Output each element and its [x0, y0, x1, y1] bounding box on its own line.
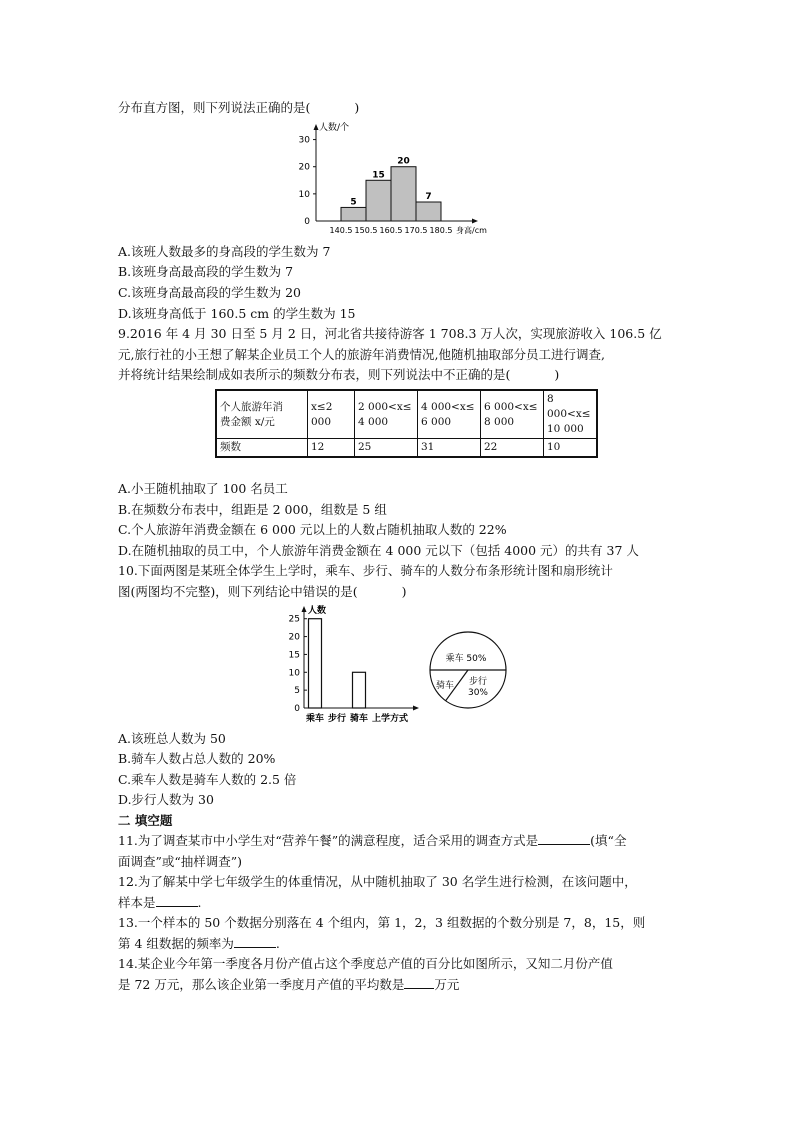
q10-option-b: B.骑车人数占总人数的 20% [118, 751, 276, 766]
q10-option-d: D.步行人数为 30 [118, 792, 214, 807]
q9-option-a: A.小王随机抽取了 100 名员工 [118, 481, 288, 496]
pie-slice-label-ride: 乘车 50% [445, 654, 487, 664]
q9-option-c: C.个人旅游年消费金额在 6 000 元以上的人数占随机抽取人数的 22% [118, 522, 507, 537]
freq-cell: 12 [308, 439, 355, 458]
freq-cell: 10 [544, 439, 598, 458]
y-tick-label: 10 [298, 189, 310, 200]
x-axis-label: 身高/cm [456, 226, 487, 235]
header-label-line-2: 费金额 x/元 [220, 415, 275, 428]
y-tick-label: 15 [288, 650, 300, 661]
bar-value-label: 7 [425, 192, 432, 202]
y-tick-label: 0 [294, 704, 300, 714]
x-tick-label: 160.5 [379, 226, 403, 235]
x-tick-label: 140.5 [329, 226, 353, 235]
q12-line-1: 12.为了解某中学七年级学生的体重情况，从中随机抽取了 30 名学生进行检测，在该问题中， [118, 874, 637, 889]
x-tick-label: 170.5 [404, 226, 428, 235]
histogram-bar [366, 180, 391, 221]
range-cell-text: 4 000<x≤ [421, 400, 475, 413]
x-tick-label: 乘车 [305, 714, 325, 724]
freq-label: 频数 [216, 439, 308, 458]
commute-bar [309, 619, 322, 708]
q13-text: 第 4 组数据的频率为 [118, 936, 234, 951]
q13-line-2 [118, 935, 280, 953]
q9-stem-text: 并将统计结果绘制成如表所示的频数分布表，则下列说法中不正确的是( [118, 367, 511, 382]
y-tick-label: 5 [294, 686, 300, 697]
q8-stem-text: 分布直方图，则下列说法正确的是( [118, 100, 311, 115]
x-tick-label: 180.5 [429, 226, 453, 235]
q12-after-blank: . [197, 895, 202, 910]
histogram-bar [341, 207, 366, 221]
q11-line-1 [118, 832, 626, 850]
q13-after-blank: . [275, 936, 280, 951]
table-row [216, 439, 597, 458]
q8-option-c: C.该班身高最高段的学生数为 20 [118, 285, 301, 300]
q9-stem-line-1: 9.2016 年 4 月 30 日至 5 月 2 日，河北省共接待游客 1 708.3 万人次，实现旅游收入 106.5 亿 [118, 326, 662, 341]
x-tick-label: 150.5 [354, 226, 378, 235]
range-cell [544, 390, 598, 439]
pie-slice-percent-walk: 30% [467, 688, 489, 698]
y-tick-label: 20 [288, 632, 300, 643]
q10-paren-close: ) [401, 584, 407, 599]
q14-line-1: 14.某企业今年第一季度各月份产值占这个季度总产值的百分比如图所示，又知二月份产值 [118, 956, 613, 971]
x-tick-label: 步行 [327, 714, 347, 724]
commute-pie-chart [428, 630, 508, 710]
x-tick-label: 骑车 [349, 714, 369, 724]
q9-option-b: B.在频数分布表中，组距是 2 000，组数是 5 组 [118, 502, 387, 517]
freq-cell: 31 [418, 439, 481, 458]
answer-blank[interactable] [404, 976, 434, 989]
range-cell-text: x≤2 000 [311, 400, 333, 428]
range-cell [355, 390, 418, 439]
commute-bar-chart [282, 600, 422, 728]
q10-stem-text: 图(两图均不完整)，则下列结论中错误的是( [118, 584, 358, 599]
y-axis-label: 人数 [308, 606, 327, 616]
histogram-bar [416, 202, 441, 221]
header-label-line-1: 个人旅游年消 [220, 400, 283, 413]
x-axis-arrow [472, 219, 478, 224]
q11-line-2: 面调查”或“抽样调查”) [118, 854, 243, 869]
table-row [216, 390, 597, 439]
q10-option-c: C.乘车人数是骑车人数的 2.5 倍 [118, 772, 297, 787]
range-cell-text: 10 000 [547, 423, 584, 435]
q13-line-1: 13.一个样本的 50 个数据分别落在 4 个组内，第 1，2，3 组数据的个数分别是 7，8，15，则 [118, 915, 646, 930]
range-cell-text: 8 000 [484, 415, 515, 428]
bar-value-label: 5 [350, 197, 357, 208]
q8-option-b: B.该班身高最高段的学生数为 7 [118, 264, 294, 279]
section-title: 二 填空题 [118, 813, 173, 828]
range-cell-text: 4 000 [358, 415, 389, 428]
q14-after-blank: 万元 [434, 977, 460, 992]
range-cell-text: 6 000 [421, 415, 452, 428]
answer-blank[interactable] [234, 935, 276, 948]
q8-option-d: D.该班身高低于 160.5 cm 的学生数为 15 [118, 306, 356, 321]
height-histogram [296, 116, 486, 236]
q10-stem-line-2 [118, 583, 407, 601]
y-tick-label: 20 [298, 162, 310, 173]
q11-after-blank: (填“全 [590, 833, 627, 848]
frequency-table [215, 389, 598, 458]
y-axis-arrow [314, 124, 319, 130]
q9-paren-close: ) [554, 367, 560, 382]
q10-option-a: A.该班总人数为 50 [118, 731, 226, 746]
range-cell [308, 390, 355, 439]
q12-text: 样本是 [118, 895, 156, 910]
q8-paren-close: ) [354, 100, 360, 115]
q14-text: 是 72 万元，那么该企业第一季度月产值的平均数是 [118, 977, 405, 992]
answer-blank[interactable] [156, 894, 198, 907]
bar-value-label: 20 [397, 156, 410, 167]
table-header-label [216, 390, 308, 439]
x-axis-label: 上学方式 [372, 714, 409, 724]
q12-line-2 [118, 894, 202, 912]
q10-stem-line-1: 10.下面两图是某班全体学生上学时，乘车、步行、骑车的人数分布条形统计图和扇形统计 [118, 563, 613, 578]
range-cell-text: 6 000<x≤ [484, 400, 538, 413]
x-axis-arrow [413, 706, 419, 711]
pie-slice-label-walk: 步行 [468, 677, 488, 687]
freq-cell: 22 [481, 439, 544, 458]
y-tick-label: 30 [298, 135, 310, 146]
q8-stem [118, 99, 359, 117]
range-cell [418, 390, 481, 439]
y-axis-arrow [302, 606, 307, 612]
q9-option-d: D.在随机抽取的员工中，个人旅游年消费金额在 4 000 元以下（包括 4000 元）的共有 37 人 [118, 543, 639, 558]
range-cell-text: 2 000<x≤ [358, 400, 412, 413]
freq-cell: 25 [355, 439, 418, 458]
histogram-bar [391, 167, 416, 221]
q11-text: 11.为了调查某市中小学生对“营养午餐”的满意程度，适合采用的调查方式是 [118, 833, 539, 848]
q9-stem-line-3 [118, 366, 559, 384]
q8-option-a: A.该班人数最多的身高段的学生数为 7 [118, 244, 331, 259]
answer-blank[interactable] [538, 832, 590, 845]
y-tick-label: 25 [288, 614, 300, 625]
q14-line-2 [118, 976, 459, 994]
pie-slice-label-bike: 骑车 [435, 681, 455, 691]
q9-stem-line-2: 元,旅行社的小王想了解某企业员工个人的旅游年消费情况,他随机抽取部分员工进行调查, [118, 347, 605, 362]
y-tick-label: 10 [288, 668, 300, 679]
range-cell-text: 8 000<x≤ [547, 393, 591, 420]
range-cell [481, 390, 544, 439]
commute-bar [353, 672, 366, 708]
bar-value-label: 15 [372, 170, 385, 181]
y-axis-label: 人数/个 [319, 123, 350, 133]
y-tick-label: 0 [304, 217, 310, 227]
